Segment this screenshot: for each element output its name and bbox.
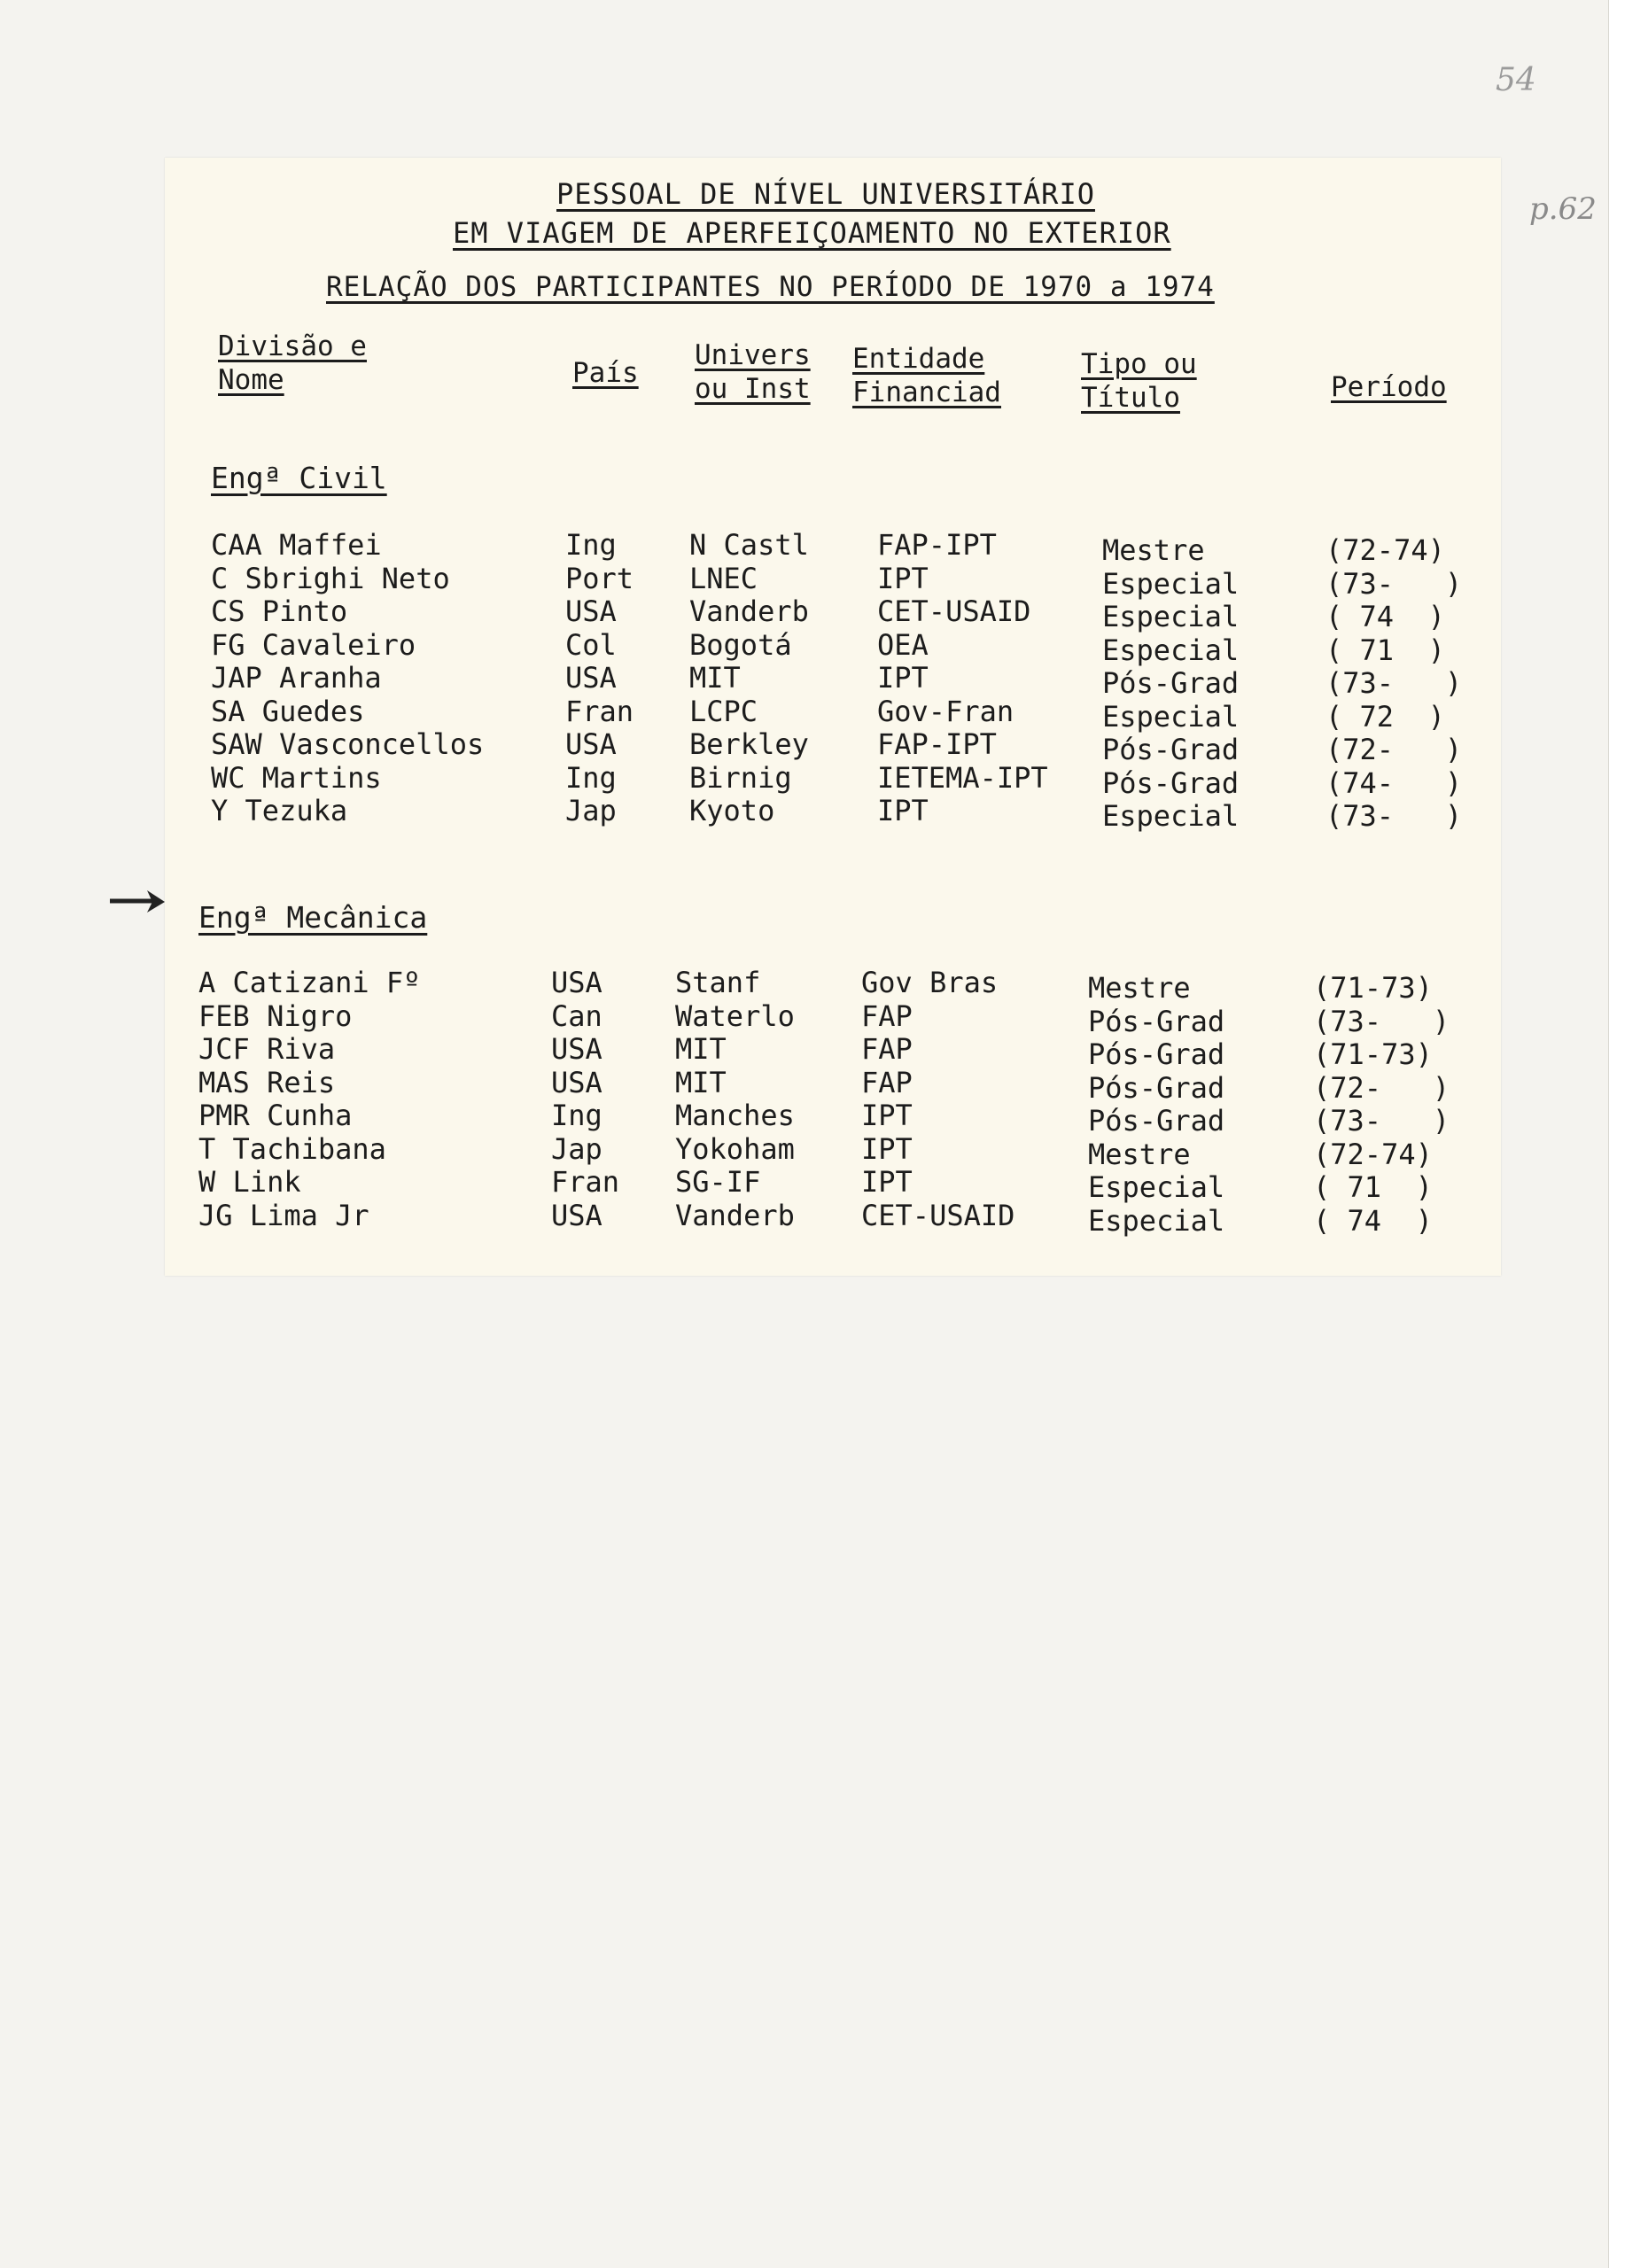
header-nome-line2: Nome (218, 364, 284, 396)
cell-pais: Ing (565, 760, 617, 795)
cell-pais: USA (551, 1065, 602, 1099)
cell-periodo: (74- ) (1325, 765, 1463, 800)
cell-univ: Birnig (689, 760, 792, 795)
cell-tipo: Mestre (1088, 971, 1191, 1005)
cell-ent: FAP-IPT (877, 727, 997, 761)
cell-periodo: ( 72 ) (1325, 699, 1445, 734)
header-tipo (1081, 347, 1197, 415)
title-line-1: PESSOAL DE NÍVEL UNIVERSITÁRIO (556, 177, 1095, 211)
header-nome-line1: Divisão e (218, 330, 367, 362)
cell-tipo: Pós-Grad (1088, 1104, 1225, 1138)
cell-ent: IPT (861, 1131, 913, 1166)
cell-periodo: (73- ) (1325, 799, 1463, 833)
header-univers (695, 338, 811, 406)
cell-pais: USA (551, 966, 602, 999)
cell-nome: PMR Cunha (198, 1099, 353, 1132)
cell-univ: Yokoham (675, 1131, 795, 1166)
cell-tipo: Mestre (1088, 1137, 1191, 1171)
cell-ent: CET-USAID (877, 594, 1031, 628)
cell-pais: Col (565, 627, 617, 662)
cell-ent: IPT (861, 1165, 913, 1199)
header-entidade-line1: Entidade (852, 343, 985, 375)
section-title-mecanica: Engª Mecânica (198, 900, 428, 935)
cell-nome: CS Pinto (211, 594, 348, 628)
cell-tipo: Especial (1088, 1170, 1225, 1204)
cell-univ: Waterlo (675, 998, 795, 1033)
cell-periodo: (73- ) (1325, 666, 1463, 700)
cell-tipo: Pós-Grad (1102, 666, 1240, 700)
cell-pais: Ing (551, 1099, 602, 1132)
cell-nome: C Sbrighi Neto (211, 561, 450, 595)
handwritten-note: p.62 (1529, 191, 1597, 227)
cell-ent: Gov-Fran (877, 694, 1014, 728)
cell-ent: IPT (877, 794, 929, 827)
cell-periodo: (72-74) (1325, 533, 1445, 567)
cell-ent: IETEMA-IPT (877, 760, 1048, 795)
cell-ent: FAP (861, 998, 913, 1033)
cell-tipo: Especial (1102, 799, 1240, 833)
cell-univ: Berkley (689, 727, 809, 761)
cell-pais: USA (551, 1032, 602, 1066)
header-tipo-line1: Tipo ou (1081, 348, 1197, 380)
cell-tipo: Especial (1088, 1203, 1225, 1238)
cell-tipo: Especial (1102, 699, 1240, 734)
cell-univ: N Castl (689, 528, 809, 562)
cell-univ: MIT (689, 661, 741, 695)
cell-tipo: Especial (1102, 600, 1240, 633)
cell-nome: JAP Aranha (211, 661, 382, 695)
cell-periodo: (71-73) (1313, 971, 1433, 1005)
cell-pais: Jap (551, 1131, 602, 1166)
cell-pais: USA (551, 1198, 602, 1232)
cell-periodo: ( 74 ) (1325, 600, 1445, 633)
cell-nome: A Catizani Fº (198, 966, 421, 999)
cell-univ: Bogotá (689, 627, 792, 662)
cell-univ: LCPC (689, 694, 758, 728)
cell-nome: SA Guedes (211, 694, 365, 728)
cell-nome: JG Lima Jr (198, 1198, 369, 1232)
cell-univ: Vanderb (675, 1198, 795, 1232)
cell-tipo: Pós-Grad (1102, 733, 1240, 766)
arrow-icon (108, 888, 167, 914)
cell-tipo: Mestre (1102, 533, 1205, 567)
cell-univ: Manches (675, 1099, 795, 1132)
cell-univ: Vanderb (689, 594, 809, 628)
cell-ent: FAP (861, 1065, 913, 1099)
cell-pais: Fran (551, 1165, 620, 1199)
header-univers-line2: ou Inst (695, 373, 811, 405)
cell-pais: USA (565, 661, 617, 695)
cell-nome: CAA Maffei (211, 528, 382, 562)
cell-nome: SAW Vasconcellos (211, 727, 485, 761)
cell-nome: W Link (198, 1165, 301, 1199)
typed-slip (165, 158, 1597, 1276)
cell-univ: LNEC (689, 561, 758, 595)
header-entidade (852, 342, 1001, 409)
header-entidade-line2: Financiad (852, 377, 1001, 408)
cell-univ: SG-IF (675, 1165, 761, 1199)
cell-tipo: Pós-Grad (1088, 1070, 1225, 1105)
cell-ent: FAP (861, 1032, 913, 1066)
cell-periodo: ( 74 ) (1313, 1203, 1433, 1238)
cell-tipo: Especial (1102, 566, 1240, 601)
cell-periodo: ( 71 ) (1325, 633, 1445, 667)
cell-tipo: Pós-Grad (1102, 765, 1240, 800)
cell-ent: IPT (861, 1099, 913, 1132)
cell-ent: CET-USAID (861, 1198, 1015, 1232)
cell-periodo: (72- ) (1313, 1070, 1450, 1105)
cell-univ: Stanf (675, 966, 761, 999)
cell-nome: FEB Nigro (198, 998, 353, 1033)
cell-univ: Kyoto (689, 794, 775, 827)
header-nome (218, 330, 367, 397)
page-number: 54 (1496, 62, 1536, 98)
cell-pais: Port (565, 561, 634, 595)
cell-pais: Can (551, 998, 602, 1033)
cell-nome: JCF Riva (198, 1032, 336, 1066)
cell-nome: WC Martins (211, 760, 382, 795)
cell-periodo: (73- ) (1313, 1104, 1450, 1138)
cell-ent: IPT (877, 661, 929, 695)
cell-nome: Y Tezuka (211, 794, 348, 827)
cell-ent: IPT (877, 561, 929, 595)
section-title-civil: Engª Civil (211, 461, 387, 495)
cell-pais: USA (565, 594, 617, 628)
header-periodo: Período (1331, 371, 1447, 403)
cell-periodo: (73- ) (1325, 566, 1463, 601)
cell-nome: FG Cavaleiro (211, 627, 416, 662)
cell-pais: Ing (565, 528, 617, 562)
cell-pais: Jap (565, 794, 617, 827)
cell-nome: MAS Reis (198, 1065, 336, 1099)
cell-periodo: (72- ) (1325, 733, 1463, 766)
header-univers-line1: Univers (695, 339, 811, 371)
cell-univ: MIT (675, 1032, 727, 1066)
header-pais: País (572, 357, 639, 389)
header-tipo-line2: Título (1081, 382, 1180, 414)
cell-pais: Fran (565, 694, 634, 728)
title-line-2: EM VIAGEM DE APERFEIÇOAMENTO NO EXTERIOR (453, 216, 1171, 250)
cell-tipo: Pós-Grad (1088, 1004, 1225, 1038)
cell-tipo: Pós-Grad (1088, 1037, 1225, 1071)
title-line-3: RELAÇÃO DOS PARTICIPANTES NO PERÍODO DE 1970 a 1974 (326, 271, 1215, 303)
cell-periodo: ( 71 ) (1313, 1170, 1433, 1204)
cell-ent: OEA (877, 627, 929, 662)
cell-pais: USA (565, 727, 617, 761)
cell-univ: MIT (675, 1065, 727, 1099)
cell-nome: T Tachibana (198, 1131, 386, 1166)
cell-periodo: (72-74) (1313, 1137, 1433, 1171)
cell-periodo: (71-73) (1313, 1037, 1433, 1071)
cell-ent: Gov Bras (861, 966, 999, 999)
cell-ent: FAP-IPT (877, 528, 997, 562)
cell-periodo: (73- ) (1313, 1004, 1450, 1038)
cell-tipo: Especial (1102, 633, 1240, 667)
